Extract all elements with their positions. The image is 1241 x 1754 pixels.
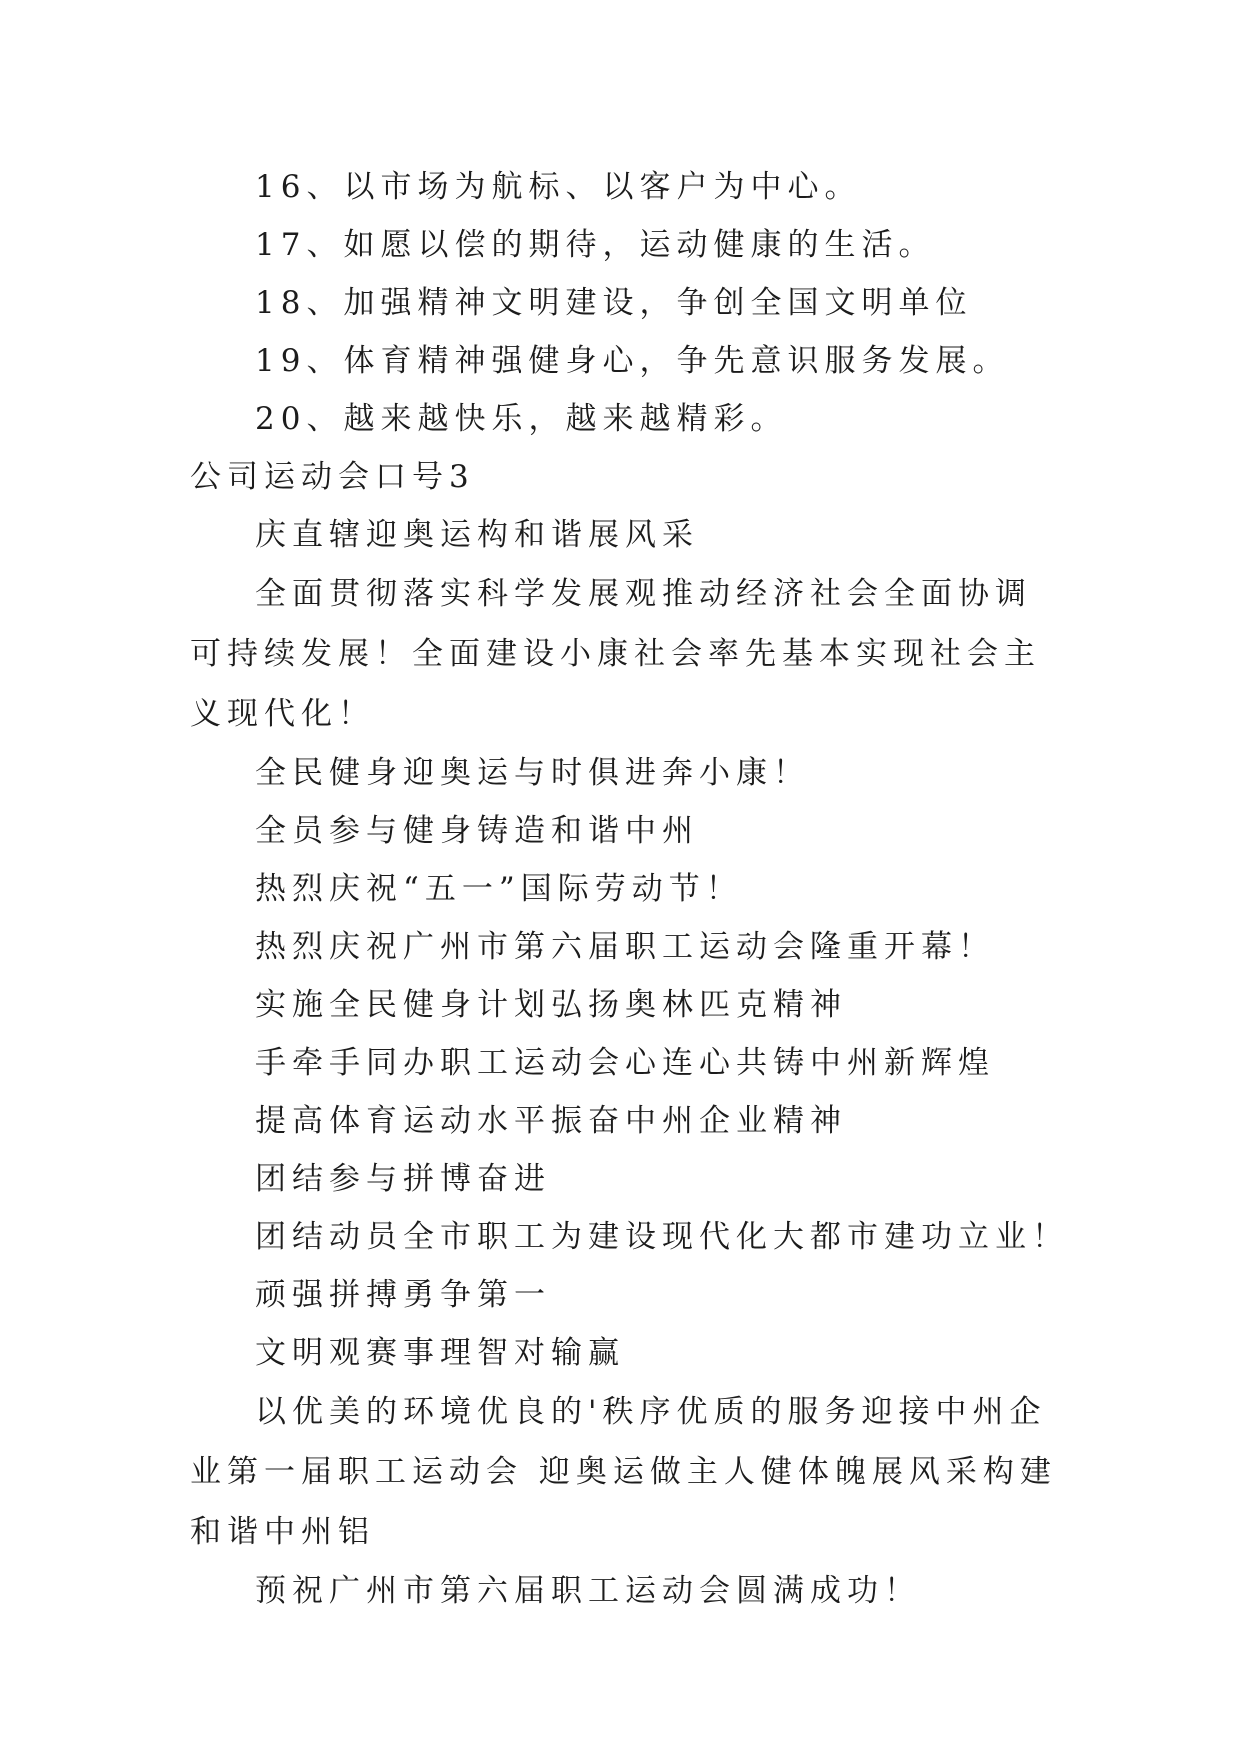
list-item: 17、如愿以偿的期待，运动健康的生活。 [255, 227, 936, 263]
slogan-item: 顽强拼搏勇争第一 [255, 1277, 551, 1313]
slogan-item: 全员参与健身铸造和谐中州 [255, 813, 699, 849]
section-heading: 公司运动会口号3 [190, 459, 475, 495]
slogan-item: 预祝广州市第六届职工运动会圆满成功！ [255, 1573, 921, 1609]
slogan-paragraph: 以优美的环境优良的'秩序优质的服务迎接中州企业第一届职工运动会 迎奥运做主人健体魄展风采构建和谐中州铝 [190, 1394, 1057, 1550]
slogan-item: 庆直辖迎奥运构和谐展风采 [255, 517, 699, 553]
slogan-item: 提高体育运动水平振奋中州企业精神 [255, 1103, 847, 1139]
slogan-item: 文明观赛事理智对输赢 [255, 1335, 625, 1371]
slogan-item: 实施全民健身计划弘扬奥林匹克精神 [255, 987, 847, 1023]
list-item: 20、越来越快乐，越来越精彩。 [255, 401, 788, 437]
slogan-item: 手牵手同办职工运动会心连心共铸中州新辉煌 [255, 1045, 995, 1081]
slogan-item: 团结参与拼博奋进 [255, 1161, 551, 1197]
slogan-item: 热烈庆祝“五一”国际劳动节！ [255, 871, 743, 907]
list-item: 19、体育精神强健身心，争先意识服务发展。 [255, 343, 1010, 379]
slogan-item: 全民健身迎奥运与时俱进奔小康！ [255, 755, 810, 791]
slogan-item: 团结动员全市职工为建设现代化大都市建功立业！ [255, 1219, 1069, 1255]
document-body [190, 158, 1069, 1620]
slogan-paragraph: 全面贯彻落实科学发展观推动经济社会全面协调可持续发展！全面建设小康社会率先基本实现社会主义现代化！ [190, 576, 1041, 732]
list-item: 16、以市场为航标、以客户为中心。 [255, 169, 862, 205]
slogan-item: 热烈庆祝广州市第六届职工运动会隆重开幕！ [255, 929, 995, 965]
list-item: 18、加强精神文明建设，争创全国文明单位 [255, 285, 973, 321]
